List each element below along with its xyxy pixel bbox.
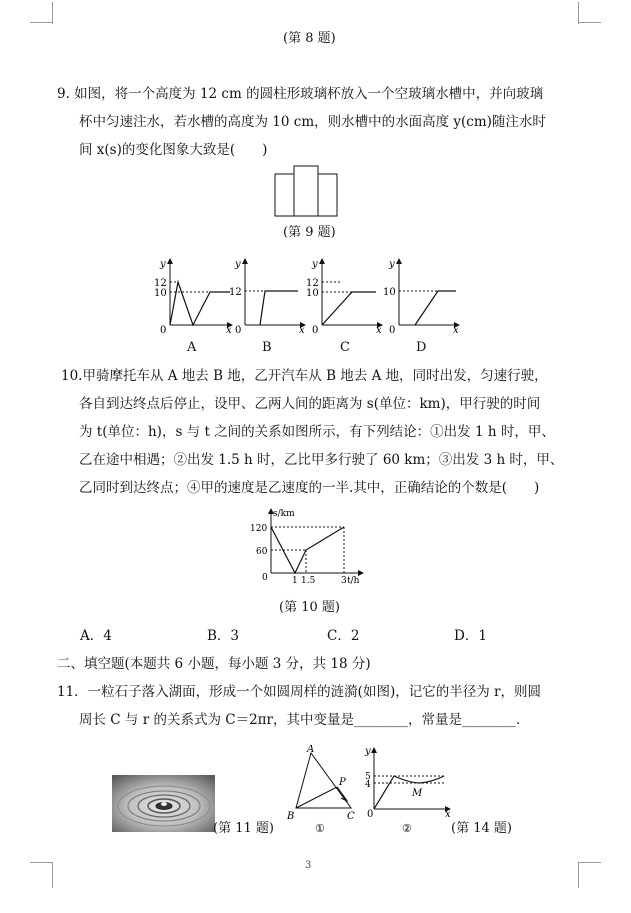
triangle-figure <box>285 745 360 835</box>
q9-option-c-label: C <box>340 340 350 355</box>
caption-q8: (第 8 题) <box>283 31 336 46</box>
crop-mark <box>30 862 52 863</box>
graph-b-12: 12 <box>229 287 242 298</box>
glass-in-tank-figure <box>270 164 342 220</box>
graph-b-x: x <box>299 325 305 335</box>
q10-choice-a: A．4 <box>80 628 112 644</box>
tri-label-b: B <box>287 811 295 822</box>
crop-mark <box>579 862 601 863</box>
graph-b-origin: 0 <box>235 325 242 335</box>
crop-mark <box>578 862 579 888</box>
q14-graph <box>362 745 454 835</box>
q10-choice-b: B．3 <box>207 628 240 644</box>
tri-label-a: A <box>307 745 315 755</box>
graph-b-y: y <box>235 259 241 270</box>
q10-xlabel: t/h <box>347 576 360 586</box>
q14-graph-m: M <box>412 788 423 799</box>
q9-line1: 9. 如图，将一个高度为 12 cm 的圆柱形玻璃杯放入一个空玻璃水槽中，并向玻璃 <box>57 86 544 102</box>
graph-c-origin: 0 <box>312 325 319 335</box>
q9-option-graphs <box>140 255 470 335</box>
q10-distance-time-graph <box>245 505 375 587</box>
graph-c <box>306 259 382 335</box>
page-number: 3 <box>305 860 312 871</box>
graph-c-y: y <box>312 259 318 270</box>
crop-mark <box>579 22 601 23</box>
tri-label-c: C <box>347 811 355 822</box>
q14-graph-y: y <box>365 746 371 757</box>
q10-x3: 3 <box>341 576 347 586</box>
q14-graph-origin: 0 <box>367 809 374 820</box>
graph-d-origin: 0 <box>389 325 396 335</box>
q14-graph-number: ② <box>402 822 412 835</box>
q10-x15: 1.5 <box>301 576 316 586</box>
q11-line1: 11．一粒石子落入湖面，形成一个如圆周样的涟漪(如图)，记它的半径为 r，则圆 <box>57 684 541 700</box>
q10-line1: 10.甲骑摩托车从 A 地去 B 地，乙开汽车从 B 地去 A 地，同时出发，匀速行驶， <box>61 368 548 384</box>
q10-line2: 各自到达终点后停止，设甲、乙两人间的距离为 s(单位：km)，甲行驶的时间 <box>79 396 541 412</box>
q9-line3: 间 x(s)的变化图象大致是( ) <box>79 142 268 158</box>
q14-graph-x: x <box>445 809 451 820</box>
q10-line5: 乙同时到达终点；④甲的速度是乙速度的一半.其中，正确结论的个数是( ) <box>79 480 540 496</box>
graph-c-12: 12 <box>306 278 319 289</box>
q10-ylabel: s/km <box>273 509 295 519</box>
q10-line3: 为 t(单位：h)，s 与 t 之间的关系如图所示，有下列结论：①出发 1 h 时，甲、 <box>79 424 555 440</box>
section-heading-fill-in: 二、填空题(本题共 6 小题，每小题 3 分，共 18 分) <box>57 656 371 672</box>
q9-option-d-label: D <box>416 340 427 355</box>
q9-option-a-label: A <box>187 340 197 355</box>
crop-mark <box>52 862 53 888</box>
tri-label-p: P <box>339 777 346 788</box>
caption-q10: (第 10 题) <box>279 600 340 615</box>
caption-q9: (第 9 题) <box>283 225 336 240</box>
q10-origin: 0 <box>262 573 268 583</box>
graph-a-12: 12 <box>154 278 167 289</box>
q10-choice-c: C．2 <box>327 628 360 644</box>
q10-y60: 60 <box>256 547 268 557</box>
q10-y120: 120 <box>250 524 268 534</box>
q10-line4: 乙在途中相遇；②出发 1.5 h 时，乙比甲多行驶了 60 km；③出发 3 h 时，甲、 <box>79 452 564 468</box>
graph-d-y: y <box>389 259 395 270</box>
q10-choice-d: D．1 <box>454 628 487 644</box>
graph-a <box>154 259 232 335</box>
q14-graph-5: 5 <box>365 772 371 782</box>
graph-c-x: x <box>376 325 382 335</box>
crop-mark <box>30 22 52 23</box>
caption-q11: (第 11 题) <box>213 821 274 836</box>
graph-d-10: 10 <box>383 287 396 298</box>
graph-a-origin: 0 <box>160 325 167 335</box>
q9-line2: 杯中匀速注水，若水槽的高度为 10 cm，则水槽中的水面高度 y(cm)随注水时 <box>79 114 546 130</box>
graph-a-10: 10 <box>154 288 167 299</box>
q11-line2: 周长 C 与 r 的关系式为 C＝2πr，其中变量是________，常量是________． <box>79 712 530 728</box>
graph-a-x: x <box>226 325 232 335</box>
graph-b <box>229 259 305 335</box>
q9-option-b-label: B <box>262 340 272 355</box>
q14-graph-4: 4 <box>365 780 371 790</box>
q10-x1: 1 <box>292 576 298 586</box>
caption-q14: (第 14 题) <box>451 821 512 836</box>
graph-d-x: x <box>453 325 459 335</box>
graph-d <box>383 259 459 335</box>
graph-c-10: 10 <box>306 288 319 299</box>
crop-mark <box>52 2 53 24</box>
tri-figure-number: ① <box>315 822 325 835</box>
crop-mark <box>578 2 579 24</box>
graph-a-y: y <box>160 259 166 270</box>
ripple-photo <box>112 775 215 832</box>
